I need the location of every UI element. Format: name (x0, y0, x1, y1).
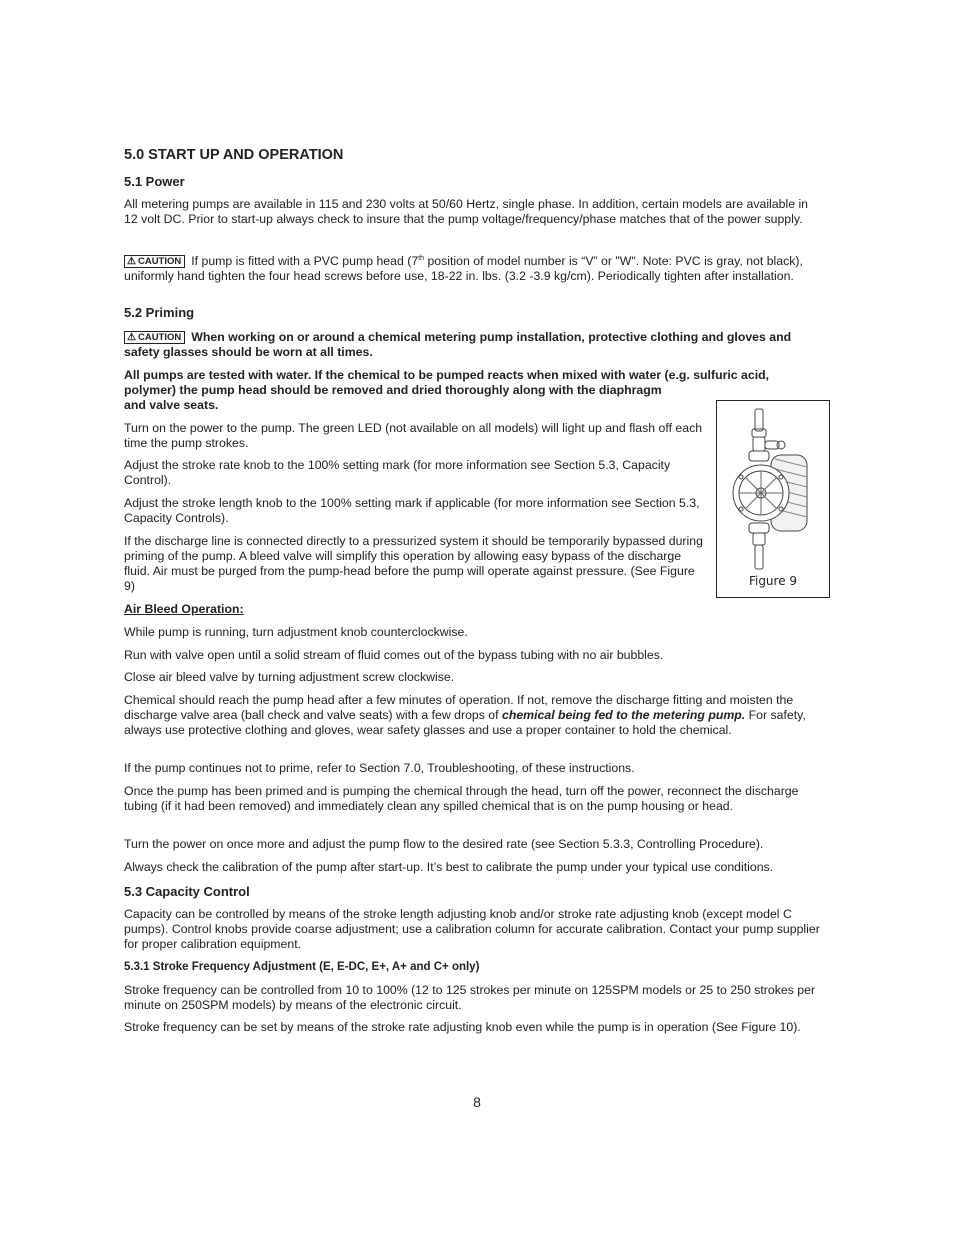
capacity-heading: 5.3 Capacity Control (124, 884, 250, 899)
power-heading: 5.1 Power (124, 174, 185, 189)
warning-icon: ⚠ (127, 332, 136, 343)
air-bleed-step-3: Close air bleed valve by turning adjustment screw clockwise. (124, 670, 455, 684)
page-number: 8 (473, 1094, 481, 1110)
caution-label: CAUTION (137, 332, 182, 343)
water-test-paragraph-b: and valve seats. (124, 398, 219, 412)
air-bleed-step-2: Run with valve open until a solid stream of fluid comes out of the bypass tubing with no air bubbles. (124, 648, 664, 662)
pvc-caution-paragraph (124, 251, 824, 284)
stroke-length-paragraph: Adjust the stroke length knob to the 100% setting mark if applicable (for more information see Section 5.3, Capacity Controls). (124, 496, 700, 525)
air-bleed-heading: Air Bleed Operation: (124, 602, 244, 616)
troubleshooting-paragraph: If the pump continues not to prime, refer to Section 7.0, Troubleshooting, of these instructions. (124, 761, 635, 775)
caution-label: CAUTION (137, 256, 182, 268)
caution-badge (124, 331, 185, 344)
section-title: 5.0 START UP AND OPERATION (124, 147, 344, 163)
figure-caption: Figure 9 (748, 574, 798, 588)
pvc-caution-text-a: If pump is fitted with a PVC pump head (7 (191, 254, 419, 269)
stroke-rate-paragraph: Adjust the stroke rate knob to the 100% setting mark (for more information see Section 5.3, Capacity Control). (124, 458, 671, 487)
frequency-paragraph-2: Stroke frequency can be set by means of the stroke rate adjusting knob even while the pump is in operation (See Figure 10). (124, 1020, 801, 1034)
safety-caution-paragraph (124, 330, 824, 360)
discharge-paragraph: If the discharge line is connected directly to a pressurized system it should be temporarily bypassed during priming of the pump. A bleed valve will simplify this operation by allowing easy bypass of the discharge fluid. Air must be purged from the pump-head before the pump will operate against pressure. (See Figure 9) (124, 534, 703, 593)
once-primed-paragraph: Once the pump has been primed and is pumping the chemical through the head, turn off the power, reconnect the discharge tubing (if it had been removed) and immediately clean any spilled chemical that is on the pump housing or head. (124, 784, 799, 813)
pvc-caution-sup: th (418, 255, 425, 262)
metering-pump-illustration-icon (731, 407, 815, 573)
chemical-text-b: For safety, always use protective clothing and gloves, wear safety glasses and use a proper container to hold the chemical. (124, 708, 806, 737)
calibration-paragraph: Always check the calibration of the pump after start-up. It’s best to calibrate the pump under your typical use conditions. (124, 860, 774, 874)
safety-caution-text: When working on or around a chemical metering pump installation, protective clothing and gloves and safety glasses should be worn at all times. (124, 330, 792, 359)
priming-heading: 5.2 Priming (124, 305, 195, 320)
caution-badge (124, 255, 185, 268)
chemical-text-emphasis: chemical being fed to the metering pump. (501, 708, 746, 722)
power-on-paragraph: Turn the power on once more and adjust the pump flow to the desired rate (see Section 5.3.3, Controlling Procedure). (124, 837, 764, 851)
frequency-paragraph-1: Stroke frequency can be controlled from 10 to 100% (12 to 125 strokes per minute on 125SPM models or 25 to 250 strokes per minute on 250SPM models) by means of the electronic circuit. (124, 983, 816, 1012)
chemical-paragraph (124, 693, 824, 738)
led-paragraph: Turn on the power to the pump. The green LED (not available on all models) will light up and flash off each time the pump strokes. (124, 421, 703, 450)
water-test-paragraph-a: All pumps are tested with water. If the chemical to be pumped reacts when mixed with water (e.g. sulfuric acid, polymer) the pump head should be removed and dried thoroughly along with the diaphragm (124, 368, 770, 397)
chemical-text-a: Chemical should reach the pump head after a few minutes of operation. If not, remove the discharge fitting and moisten the discharge valve area (ball check and valve seats) with a few drops of (124, 693, 794, 722)
capacity-paragraph: Capacity can be controlled by means of the stroke length adjusting knob and/or stroke rate adjusting knob (except model C pumps). Control knobs provide coarse adjustment; use a calibration column for accurate calibration. Contact your pump supplier for proper calibration equipment. (124, 907, 820, 951)
figure-9 (716, 400, 830, 598)
power-paragraph: All metering pumps are available in 115 and 230 volts at 50/60 Hertz, single phase. In addition, certain models are available in 12 volt DC. Prior to start-up always check to insure that the pump voltage/frequency/phase matches that of the power supply. (124, 197, 809, 226)
warning-icon: ⚠ (127, 256, 136, 268)
frequency-subheading: 5.3.1 Stroke Frequency Adjustment (E, E-DC, E+, A+ and C+ only) (124, 961, 480, 973)
pvc-caution-text-b: position of model number is “V” or "W". Note: PVC is gray, not black), uniformly hand tighten the four head screws before use, 18-22 in. lbs. (3.2 -3.9 kg/cm). Periodically tighten after installation. (124, 254, 803, 284)
air-bleed-step-1: While pump is running, turn adjustment knob counterclockwise. (124, 625, 468, 639)
